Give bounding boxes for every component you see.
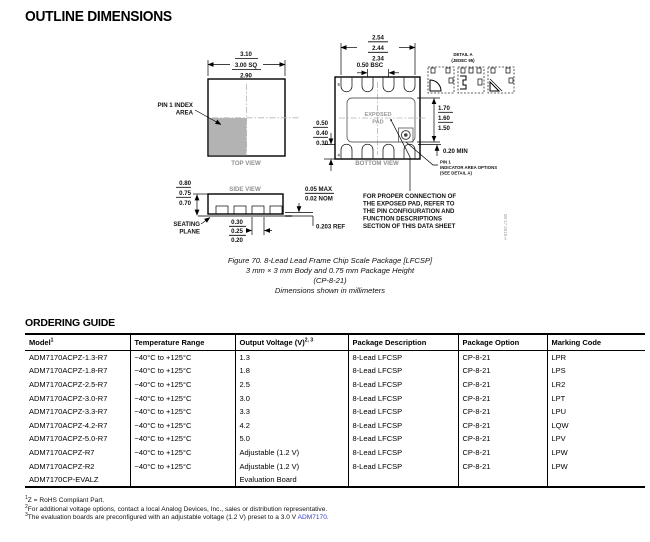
- cell-model: ADM7170ACPZ-R2: [25, 459, 130, 473]
- cell-model: ADM7170ACPZ-3.3-R7: [25, 405, 130, 419]
- note-line-5: SECTION OF THIS DATA SHEET: [363, 223, 456, 230]
- cell-package-option: CP-8-21: [458, 459, 547, 473]
- cell-model: ADM7170ACPZ-1.3-R7: [25, 350, 130, 364]
- cell-model: ADM7170ACPZ-2.5-R7: [25, 378, 130, 392]
- cell-temp: −40°C to +125°C: [130, 350, 235, 364]
- top-view-label: TOP VIEW: [231, 160, 261, 167]
- exposed-pad-label-1: EXPOSED: [364, 112, 392, 118]
- cell-package-description: 8-Lead LFCSP: [348, 378, 458, 392]
- pin1-note-2: INDICATOR AREA OPTIONS: [440, 165, 498, 170]
- cell-package-description: 8-Lead LFCSP: [348, 364, 458, 378]
- caption-line-1: Figure 70. 8-Lead Lead Frame Chip Scale Package [LFCSP]: [227, 256, 433, 265]
- dim-pad-min: 1.50: [438, 125, 450, 132]
- table-row: [25, 350, 645, 364]
- note-line-1: FOR PROPER CONNECTION OF: [363, 193, 457, 200]
- bottom-view: [335, 35, 497, 176]
- dim-body-nom: 3.00 SQ: [234, 62, 258, 69]
- table-row: [25, 391, 645, 405]
- dim-height-nom: 0.75: [179, 190, 191, 197]
- cell-model: ADM7170ACPZ-4.2-R7: [25, 418, 130, 432]
- dim-pitch: 0.50 BSC: [356, 62, 384, 69]
- ordering-guide-table: [25, 333, 645, 488]
- cell-marking-code: LPW: [551, 461, 568, 471]
- top-view: [157, 51, 299, 167]
- dim-height-max: 0.80: [179, 180, 191, 187]
- cell-marking-code: LPT: [551, 393, 566, 403]
- caption-line-2: 3 mm × 3 mm Body and 0.75 mm Package Height: [245, 266, 415, 275]
- cell-package-description: [348, 473, 458, 488]
- adm7170-link[interactable]: ADM7170: [297, 514, 327, 522]
- detail-a-title: DETAIL A: [453, 52, 473, 57]
- cell-package-description: 8-Lead LFCSP: [348, 459, 458, 473]
- cell-temp: −40°C to +125°C: [130, 378, 235, 392]
- dim-body-min: 2.90: [240, 72, 252, 80]
- dim-coplanarity-2: 0.02 NOM: [305, 195, 333, 203]
- detail-a: [428, 52, 514, 93]
- cell-package-description: 8-Lead LFCSP: [348, 350, 458, 364]
- pin1-index-label-1: PIN 1 INDEX: [157, 102, 193, 109]
- side-view: [173, 180, 345, 244]
- col-header-output-voltage: Output Voltage $(V)^{2, 3}$: [235, 334, 348, 350]
- cell-voltage: Adjustable (1.2 V): [235, 459, 348, 473]
- cell-marking-code: [547, 473, 645, 488]
- col-header-model: Model$^1$: [25, 334, 130, 350]
- col-header-package-option: Package Option: [458, 334, 547, 350]
- pin-number-5: 5: [337, 82, 340, 87]
- dim-lead-max: 0.50: [316, 120, 328, 127]
- detail-a-option-3: [488, 67, 514, 93]
- cell-temp: −40°C to +125°C: [130, 364, 235, 378]
- dim-lead-width-nom: 0.25: [231, 228, 243, 235]
- cell-temp: [130, 473, 235, 488]
- detail-a-option-1: [428, 67, 454, 93]
- cell-marking-code: LPR: [551, 352, 567, 362]
- cell-voltage: 1.8: [235, 364, 348, 378]
- cell-package-description: 8-Lead LFCSP: [348, 446, 458, 460]
- pin1-index-label-2: AREA: [175, 109, 193, 117]
- dim-lead-nom: 0.40: [316, 130, 328, 137]
- cell-marking-code: LPS: [551, 366, 566, 376]
- cell-model: ADM7170ACPZ-R7: [25, 446, 130, 460]
- cell-model: ADM7170CP-EVALZ: [25, 473, 130, 488]
- cell-package-option: CP-8-21: [458, 446, 547, 460]
- cell-marking-code: LPW: [551, 447, 568, 457]
- cell-package-option: CP-8-21: [458, 432, 547, 446]
- col-header-marking-code: Marking Code: [547, 334, 645, 350]
- bottom-view-label: BOTTOM VIEW: [355, 160, 399, 167]
- table-row: [25, 405, 645, 419]
- pin1-note-1: PIN 1: [440, 159, 451, 165]
- package-outline-drawing: [0, 29, 650, 255]
- section-title: OUTLINE DIMENSIONS: [25, 8, 172, 25]
- cell-package-description: 8-Lead LFCSP: [348, 405, 458, 419]
- note-line-4: FUNCTION DESCRIPTIONS: [363, 215, 442, 223]
- table-row: [25, 364, 645, 378]
- table-row: [25, 418, 645, 432]
- detail-a-option-2: [458, 67, 484, 93]
- cell-package-description: 8-Lead LFCSP: [348, 432, 458, 446]
- cell-package-option: CP-8-21: [458, 364, 547, 378]
- dim-lead-width-max: 0.30: [231, 219, 243, 226]
- footnote-2: $^2$For additional voltage options, contact a local Analog Devices, Inc., sales or distribution representative.: [25, 503, 328, 513]
- side-view-label: SIDE VIEW: [229, 186, 261, 193]
- table-row: [25, 378, 645, 392]
- dim-span-min: 2.34: [372, 55, 384, 63]
- cell-temp: −40°C to +125°C: [130, 391, 235, 405]
- cell-package-option: CP-8-21: [458, 418, 547, 432]
- table-row: [25, 459, 645, 473]
- table-header-row: [25, 334, 645, 350]
- cell-voltage: 2.5: [235, 378, 348, 392]
- table-row: [25, 446, 645, 460]
- footnote-3: $^3$The evaluation boards are preconfigured with an adjustable voltage (1.2 V) preset to a 3.0 V ADM7170.: [25, 512, 329, 522]
- cell-model: ADM7170ACPZ-3.0-R7: [25, 391, 130, 405]
- cell-voltage: 4.2: [235, 418, 348, 432]
- cell-model: ADM7170ACPZ-1.8-R7: [25, 364, 130, 378]
- cell-temp: −40°C to +125°C: [130, 418, 235, 432]
- cell-temp: −40°C to +125°C: [130, 446, 235, 460]
- cell-voltage: 3.0: [235, 391, 348, 405]
- table-row: [25, 432, 645, 446]
- seating-plane-label-1: SEATING: [173, 221, 200, 228]
- cell-package-option: CP-8-21: [458, 391, 547, 405]
- cell-temp: −40°C to +125°C: [130, 432, 235, 446]
- pin-number-4: 4: [337, 152, 340, 158]
- cell-package-option: [458, 473, 547, 488]
- dim-lead-min: 0.30: [316, 140, 328, 147]
- cell-package-description: 8-Lead LFCSP: [348, 391, 458, 405]
- cell-model: ADM7170ACPZ-5.0-R7: [25, 432, 130, 446]
- cell-voltage: Evaluation Board: [235, 473, 348, 488]
- dim-coplanarity-1: 0.05 MAX: [305, 186, 333, 193]
- caption-line-3: (CP-8-21): [313, 276, 347, 285]
- cell-marking-code: LQW: [551, 420, 569, 430]
- cell-marking-code: LPV: [551, 434, 566, 444]
- seating-plane-label-2: PLANE: [179, 228, 200, 236]
- cell-voltage: 1.3: [235, 350, 348, 364]
- cell-temp: −40°C to +125°C: [130, 459, 235, 473]
- cell-package-option: CP-8-21: [458, 405, 547, 419]
- col-header-temperature-range: Temperature Range: [130, 334, 235, 350]
- dim-height-min: 0.70: [179, 200, 191, 207]
- cell-voltage: Adjustable (1.2 V): [235, 446, 348, 460]
- ordering-guide-title: ORDERING GUIDE: [25, 317, 115, 329]
- dim-pad-max: 1.70: [438, 105, 450, 112]
- cell-voltage: 5.0: [235, 432, 348, 446]
- dim-span-max: 2.54: [372, 34, 384, 42]
- cell-temp: −40°C to +125°C: [130, 405, 235, 419]
- cell-package-option: CP-8-21: [458, 350, 547, 364]
- footnotes: [25, 494, 329, 523]
- figure-caption: [115, 256, 545, 296]
- dim-lead-width-min: 0.20: [231, 237, 243, 244]
- dim-gap: 0.20 MIN: [443, 148, 468, 155]
- cell-voltage: 3.3: [235, 405, 348, 419]
- cell-package-option: CP-8-21: [458, 378, 547, 392]
- cell-marking-code: LPU: [551, 407, 567, 417]
- table-row: [25, 473, 645, 488]
- detail-a-subtitle: (JEDEC 95): [451, 58, 475, 63]
- pin1-note-3: (SEE DETAIL A): [440, 170, 472, 176]
- col-header-package-description: Package Description: [348, 334, 458, 350]
- pin1-index-shading: [209, 118, 247, 156]
- note-line-2: THE EXPOSED PAD, REFER TO: [363, 200, 455, 208]
- dim-pad-nom: 1.60: [438, 115, 450, 122]
- caption-line-4: Dimensions shown in millimeters: [274, 286, 386, 295]
- footnote-1: $^1$Z = RoHS Compliant Part.: [25, 494, 105, 504]
- dim-foot: 0.203 REF: [316, 223, 346, 231]
- note-line-3: THE PIN CONFIGURATION AND: [363, 208, 455, 215]
- cell-package-description: 8-Lead LFCSP: [348, 418, 458, 432]
- cell-marking-code: LR2: [551, 380, 566, 390]
- dim-body-max: 3.10: [240, 51, 252, 58]
- drawing-revision-code: 08-17-2018-A: [503, 214, 508, 241]
- exposed-pad-label-2: PAD: [372, 119, 384, 126]
- dim-span-nom: 2.44: [372, 45, 384, 52]
